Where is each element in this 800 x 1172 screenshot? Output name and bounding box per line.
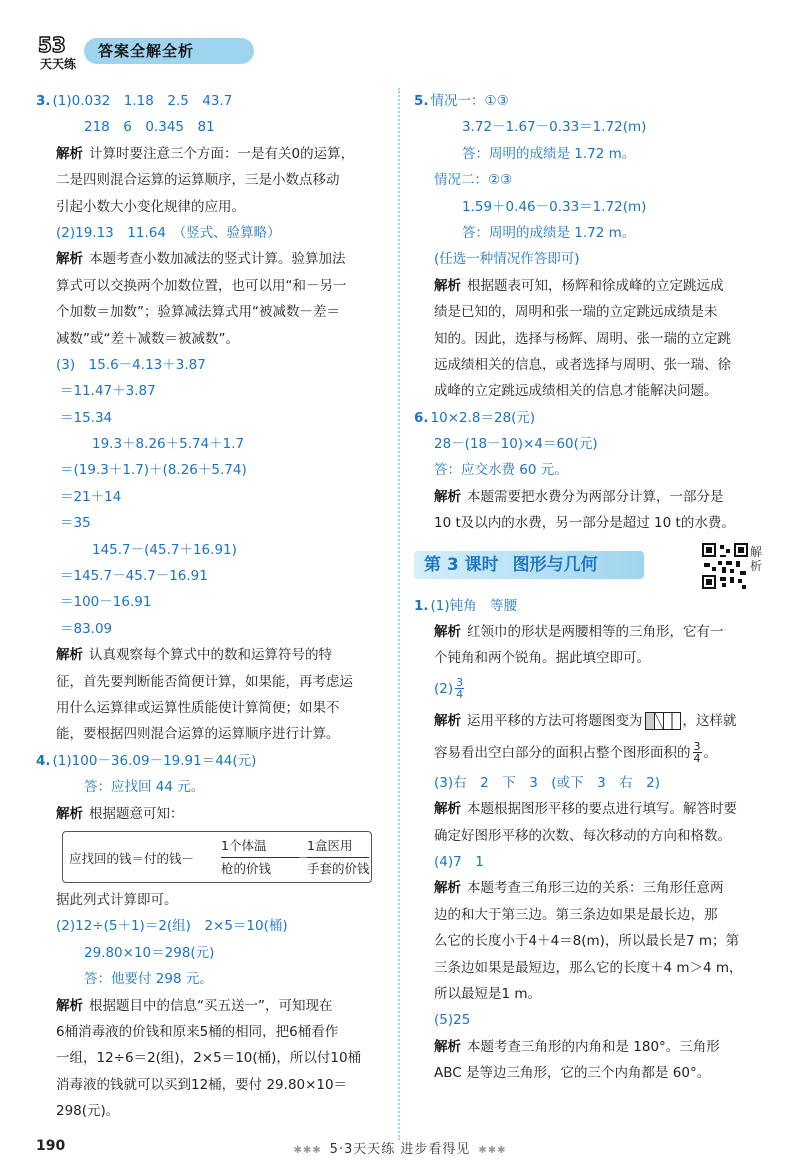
q4-p2-answer: (2)12÷(5＋1)＝2(组) 2×5＝10(桶) <box>56 918 288 935</box>
g1-p3-answer: (3)右 2 下 3 (或下 3 右 2) <box>434 774 661 791</box>
g1-p4-answer: (4)7 1 <box>434 853 484 870</box>
q6-calc-1: 6. 10×2.8＝28(元) <box>414 409 536 426</box>
q3-p2-answer: (2)19.13 11.64 （竖式、验算略） <box>56 224 281 241</box>
explain-line: 三条边如果是最短边，那么它的长度＋4 m＞4 m， <box>434 959 743 976</box>
explain-line: 引起小数大小变化规律的应用。 <box>56 198 245 215</box>
page-footer: ✱✱✱ 5·3天天练 进步看得见 ✱✱✱ <box>293 1142 507 1157</box>
explain-line: 能，要根据四则混合运算的运算顺序进行计算。 <box>56 726 340 743</box>
q3-p3-line: ＝21＋14 <box>60 488 122 505</box>
g1-p5-explain: 解析 本题考查三角形的内角和是 180°。三角形 <box>434 1038 720 1055</box>
q3-p3-line: ＝100－16.91 <box>60 594 152 611</box>
q3-p1-explain: 解析 计算时要注意三个方面：一是有关0的运算， <box>56 145 355 162</box>
q3-p2-explain: 解析 本题考查小数加减法的竖式计算。验算加法 <box>56 251 346 268</box>
qr-label: 解析 <box>750 544 763 573</box>
q6-calc-2: 28－(18－10)×4＝60(元) <box>434 436 598 453</box>
q4-p2-conclusion: 答：他要付 298 元。 <box>84 971 213 988</box>
page-number: 190 <box>36 1138 66 1154</box>
q5-number: 5. <box>414 93 429 109</box>
q3-p3-line: 145.7－(45.7＋16.91) <box>92 541 237 558</box>
q3-p3-line: ＝15.34 <box>60 409 113 426</box>
explain-line: 6桶消毒液的价钱和原来5桶的相同，把6桶看作 <box>56 1023 339 1040</box>
q3-p3-line: (3) 15.6－4.13＋3.87 <box>56 356 206 373</box>
lesson-banner <box>414 544 770 583</box>
q4-p2-calc: 29.80×10＝298(元) <box>84 944 215 961</box>
explain-line: 边的和大于第三边。第三条边如果是最长边，那 <box>434 906 718 923</box>
explain-line: 消毒液的钱就可以买到12桶，要付 29.80×10＝ <box>56 1076 348 1093</box>
q3-p3-line: ＝83.09 <box>60 620 113 637</box>
explain-line: 用什么运算律或运算性质能使计算简便；如果不 <box>56 699 340 716</box>
q4-p1-explain: 解析 根据题意可知： <box>56 805 184 822</box>
q4-p2-explain: 解析 根据题目中的信息“买五送一”，可知现在 <box>56 997 333 1014</box>
explain-line: 298(元)。 <box>56 1103 120 1120</box>
fraction: $\frac{3}{4}$ <box>456 676 464 702</box>
q3-p3-line: ＝35 <box>60 515 91 532</box>
explain-line: 个加数＝加数”；验算减法算式用“被减数－差＝ <box>56 304 340 321</box>
explain-line: 远成绩相关的信息，或者选择与周明、张一瑞、徐 <box>434 356 731 373</box>
q3-p1-answer-b: 218 6 0.345 81 <box>84 119 215 136</box>
q6-number: 6. <box>414 409 429 426</box>
svg-text:天天练: 天天练 <box>40 57 77 71</box>
q5-s1-conclusion: 答：周明的成绩是 1.72 m。 <box>462 145 636 162</box>
g1-p2-explain: 解析 运用平移的方法可将题图变为 ，这样就 <box>434 712 737 729</box>
q4-number: 4. <box>36 752 51 769</box>
q6-explain: 解析 本题需要把水费分为两部分计算，一部分是 <box>434 488 724 505</box>
explain-line: 算式可以交换两个加数位置，也可以用“和－另一 <box>56 277 347 294</box>
column-divider <box>398 88 400 1140</box>
q3-p3-line: ＝11.47＋3.87 <box>60 383 156 400</box>
left-column <box>36 88 392 1124</box>
explain-line: 二是四则混合运算的运算顺序，三是小数点移动 <box>56 172 340 189</box>
explain-line: ABC 是等边三角形，它的三个内角都是 60°。 <box>434 1065 711 1082</box>
explain-line: 10 t及以内的水费，另一部分是超过 10 t的水费。 <box>434 515 735 532</box>
svg-text:53: 53 <box>38 33 66 57</box>
explain-line: 减数”或“差＋减数＝被减数”。 <box>56 330 239 347</box>
g1-p2-answer: (2) $\frac{3}{4}$ <box>434 676 464 702</box>
page-header <box>36 30 236 72</box>
g1-p3-explain: 解析 本题根据图形平移的要点进行填写。解答时要 <box>434 801 737 818</box>
right-column <box>414 88 770 1087</box>
relationship-box: 应找回的钱＝付的钱－ 1个体温 枪的价钱 － 1盒医用 手套的价钱 <box>62 831 372 883</box>
q4-p1-conclusion: 答：应找回 44 元。 <box>84 779 205 796</box>
g1-p1-answer: 1. (1)钝角 等腰 <box>414 597 518 614</box>
q6-conclusion: 答：应交水费 60 元。 <box>434 462 568 479</box>
g1-p1-explain: 解析 红领巾的形状是两腰相等的三角形，它有一 <box>434 624 724 641</box>
explain-line: 所以最短是1 m。 <box>434 985 542 1002</box>
q3-p1-answer-a: 3. (1)0.032 1.18 2.5 43.7 <box>36 93 233 109</box>
brand-logo-icon <box>36 30 88 72</box>
g1-p4-explain: 解析 本题考查三角形三边的关系：三角形任意两 <box>434 880 724 897</box>
explain-line: 征，首先要判断能否简便计算，如果能，再考虑运 <box>56 673 353 690</box>
explain-line: 确定好图形平移的次数、每次移动的方向和格数。 <box>434 827 731 844</box>
q3-p3-line: 19.3＋8.26＋5.74＋1.7 <box>92 436 245 453</box>
explain-line: 知的。因此，选择与杨辉、周明、张一瑞的立定跳 <box>434 330 731 347</box>
header-tag: 答案全解全析 <box>84 38 254 64</box>
q3-p3-line: ＝(19.3＋1.7)＋(8.26＋5.74) <box>60 462 247 479</box>
q4-p1-answer: 4. (1)100－36.09－19.91＝44(元) <box>36 752 257 769</box>
g1-number: 1. <box>414 597 429 614</box>
explain-line: 容易看出空白部分的面积占整个图形面积的 $\frac{3}{4}$ 。 <box>434 740 717 766</box>
q3-number: 3. <box>36 93 51 109</box>
explain-line: 一组，12÷6＝2(组)，2×5＝10(桶)，所以付10桶 <box>56 1050 362 1067</box>
q3-p3-explain: 解析 认真观察每个算式中的数和运算符号的特 <box>56 647 332 664</box>
fraction: $\frac{3}{4}$ <box>693 740 701 766</box>
explain-line: 个钝角和两个锐角。据此填空即可。 <box>434 650 650 667</box>
explain-line: 绩是已知的，周明和张一瑞的立定跳远成绩是未 <box>434 304 718 321</box>
q5-situation-1: 5. 情况一：①③ <box>414 93 509 109</box>
lesson-title: 第 3 课时 图形与几何 <box>424 554 598 575</box>
explain-line: 成峰的立定跳远成绩相关的信息才能解决问题。 <box>434 383 718 400</box>
translated-rectangle-icon <box>645 712 681 730</box>
q5-s2-conclusion: 答：周明的成绩是 1.72 m。 <box>462 224 636 241</box>
q5-s2-calc: 1.59＋0.46－0.33＝1.72(m) <box>462 198 647 215</box>
qr-code-icon[interactable] <box>702 543 748 589</box>
g1-p5-answer: (5)25 <box>434 1012 471 1029</box>
explain-line: 据此列式计算即可。 <box>56 891 178 908</box>
q5-situation-2: 情况二：②③ <box>434 172 513 189</box>
explain-line: 么它的长度小于4＋4＝8(m)，所以最长是7 m；第 <box>434 933 739 950</box>
q5-explain: 解析 根据题表可知，杨辉和徐成峰的立定跳远成 <box>434 277 724 294</box>
q5-note: (任选一种情况作答即可) <box>434 251 580 268</box>
q5-s1-calc: 3.72－1.67－0.33＝1.72(m) <box>462 119 647 136</box>
q3-p3-line: ＝145.7－45.7－16.91 <box>60 568 208 585</box>
